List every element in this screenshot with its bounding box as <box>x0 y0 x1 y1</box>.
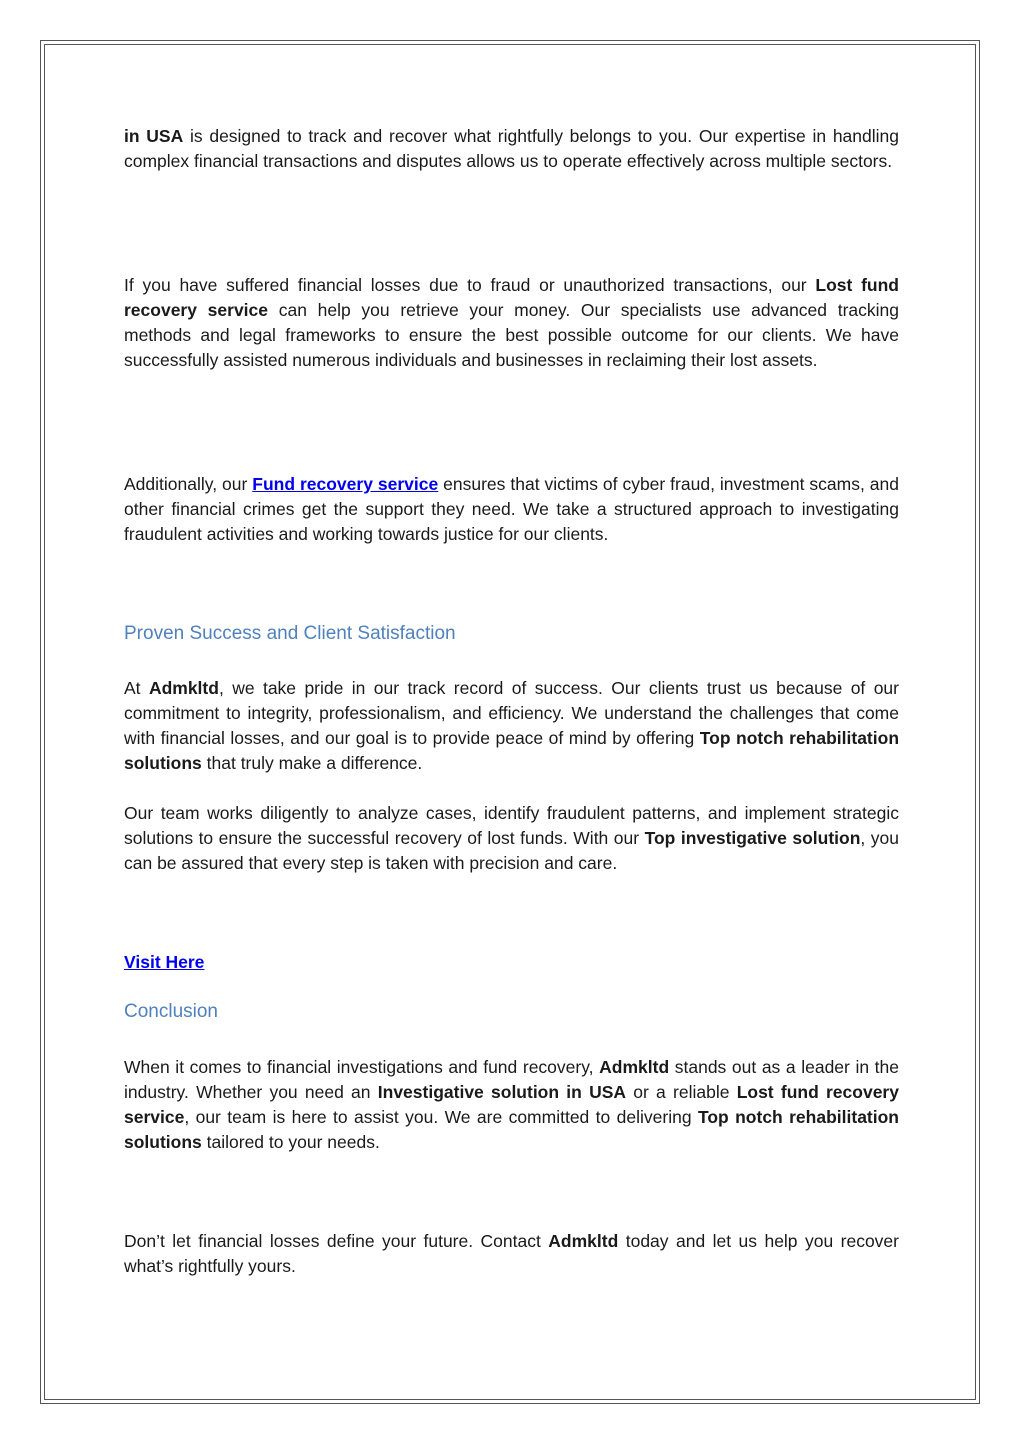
bold-text: in USA <box>124 126 184 146</box>
paragraph-fund-recovery-service <box>124 472 899 547</box>
paragraph-team-diligence <box>124 801 899 876</box>
bold-text: Admkltd <box>599 1057 670 1077</box>
paragraph-text: stands out as a leader in the industry. Whether you need an <box>124 1057 900 1102</box>
paragraph-text: or a reliable <box>626 1082 737 1102</box>
bold-text: Admkltd <box>548 1231 619 1251</box>
bold-text: Investigative solution in USA <box>377 1082 627 1102</box>
bold-text: Top investigative solution <box>644 828 861 848</box>
paragraph-text: is designed to track and recover what rightfully belongs to you. Our expertise in handling complex financial transactions and disputes allows us to operate effectively across multiple sectors. <box>124 126 899 171</box>
paragraph-admkltd-track-record <box>124 676 899 776</box>
bold-text: Lost fund recovery service <box>124 1082 899 1127</box>
fund-recovery-service-link[interactable]: Fund recovery service <box>252 474 439 494</box>
paragraph-text: , our team is here to assist you. We are committed to delivering <box>184 1107 698 1127</box>
bold-text: Lost fund recovery service <box>124 275 899 320</box>
visit-here-paragraph <box>124 950 899 975</box>
paragraph-text: , you can be assured that every step is taken with precision and care. <box>124 828 899 873</box>
paragraph-text: can help you retrieve your money. Our specialists use advanced tracking methods and legal frameworks to ensure the best possible outcome for our clients. We have successfully assisted numerous individuals and businesses in reclaiming their lost assets. <box>124 300 899 370</box>
paragraph-text: When it comes to financial investigations and fund recovery, <box>124 1057 600 1077</box>
paragraph-intro-continuation <box>124 124 899 174</box>
paragraph-text: Additionally, our <box>124 474 253 494</box>
paragraph-text: that truly make a difference. <box>201 753 423 773</box>
bold-text: Admkltd <box>148 678 219 698</box>
paragraph-conclusion <box>124 1055 899 1155</box>
bold-text: Top notch rehabilitation solutions <box>124 1107 899 1152</box>
heading-proven-success: Proven Success and Client Satisfaction <box>124 623 456 644</box>
paragraph-text: tailored to your needs. <box>201 1132 380 1152</box>
paragraph-text: Don’t let financial losses define your future. Contact <box>124 1231 549 1251</box>
paragraph-text: today and let us help you recover what’s rightfully yours. <box>124 1231 899 1276</box>
paragraph-text: If you have suffered financial losses due to fraud or unauthorized transactions, our <box>124 275 816 295</box>
visit-here-link[interactable]: Visit Here <box>124 952 205 972</box>
paragraph-text: Our team works diligently to analyze cases, identify fraudulent patterns, and implement strategic solutions to ensure the successful recovery of lost funds. With our <box>124 803 899 848</box>
bold-text: Top notch rehabilitation solutions <box>124 728 900 773</box>
heading-conclusion: Conclusion <box>124 1001 218 1022</box>
paragraph-text: ensures that victims of cyber fraud, investment scams, and other financial crimes get the support they need. We take a structured approach to investigating fraudulent activities and working towards justice for our clients. <box>124 474 899 544</box>
paragraph-call-to-action <box>124 1229 899 1279</box>
paragraph-text: , we take pride in our track record of success. Our clients trust us because of our commitment to integrity, professionalism, and efficiency. We understand the challenges that come with financial losses, and our goal is to provide peace of mind by offering <box>124 678 899 748</box>
paragraph-text: At <box>124 678 149 698</box>
paragraph-lost-fund-recovery <box>124 273 899 373</box>
